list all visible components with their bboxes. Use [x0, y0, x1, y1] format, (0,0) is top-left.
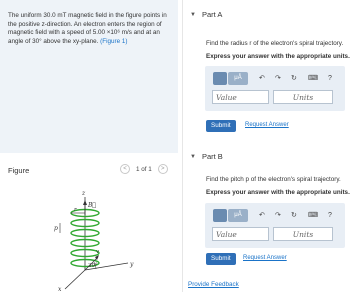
keyboard-icon[interactable]: ⌨ — [308, 212, 319, 219]
keyboard-icon[interactable]: ⌨ — [308, 75, 319, 82]
part-a-prompt: Find the radius r of the electron's spiral trajectory. — [206, 40, 344, 47]
help-icon[interactable]: ? — [328, 212, 332, 219]
redo-icon[interactable]: ↷ — [275, 75, 281, 82]
reset-icon[interactable]: ↻ — [291, 212, 297, 219]
figure-pager — [120, 164, 168, 174]
part-b-submit-button[interactable]: Submit — [206, 253, 236, 265]
part-b-units-input[interactable]: Units — [273, 227, 333, 241]
reset-icon[interactable]: ↻ — [291, 75, 297, 82]
part-a-request-answer-link[interactable]: Request Answer — [245, 122, 289, 128]
provide-feedback-link[interactable]: Provide Feedback — [188, 281, 239, 288]
part-b-answer-panel — [205, 203, 345, 248]
part-a-prompt-block — [206, 36, 350, 60]
part-b-prompt-block — [206, 172, 350, 196]
template-icon[interactable] — [213, 72, 227, 85]
x-label: x — [58, 286, 62, 292]
part-b — [190, 152, 223, 161]
figure-count: 1 of 1 — [136, 165, 152, 173]
y-label: y — [130, 261, 134, 268]
part-b-prompt: Find the pitch p of the electron's spiral trajectory. — [206, 176, 341, 183]
part-b-title: Part B — [201, 152, 223, 161]
r-label: r — [74, 207, 77, 213]
helix-figure — [30, 185, 140, 292]
part-b-header[interactable] — [190, 152, 223, 161]
v-label: v — [96, 249, 100, 255]
redo-icon[interactable]: ↷ — [275, 212, 281, 219]
units-toolbar-button[interactable]: μÅ — [228, 209, 248, 222]
part-a-answer-panel — [205, 66, 345, 111]
part-a-title: Part A — [201, 10, 223, 19]
part-a-value-input[interactable]: Value — [212, 90, 269, 104]
part-b-request-answer-link[interactable]: Request Answer — [243, 255, 287, 261]
units-toolbar-button[interactable]: μÅ — [228, 72, 248, 85]
part-b-instruction: Express your answer with the appropriate units. — [206, 189, 350, 196]
undo-icon[interactable]: ↶ — [259, 212, 265, 219]
help-icon[interactable]: ? — [328, 75, 332, 82]
next-figure-button[interactable]: > — [158, 164, 168, 174]
z-label: z — [82, 190, 86, 197]
b-label: B⃗ — [88, 202, 97, 209]
part-a — [190, 10, 222, 19]
figure-link[interactable]: (Figure 1) — [100, 37, 128, 45]
part-a-submit-button[interactable]: Submit — [206, 120, 236, 132]
problem-text: The uniform 30.0 mT magnetic field in the figure points in the positive z-direction. An electron enters the region of magnetic field with a speed of 5.00 ×10⁶ m/s and at an angle of 30° above the xy-plane. — [8, 12, 167, 45]
problem-statement — [0, 0, 178, 153]
figure-heading: Figure — [8, 166, 30, 175]
p-label: p — [54, 225, 58, 232]
column-divider — [182, 0, 183, 292]
part-a-units-input[interactable]: Units — [273, 90, 333, 104]
undo-icon[interactable]: ↶ — [259, 75, 265, 82]
x-axis — [65, 270, 85, 289]
collapse-caret-icon[interactable]: ▼ — [190, 153, 196, 160]
template-icon[interactable] — [213, 209, 227, 222]
prev-figure-button[interactable]: < — [120, 164, 130, 174]
part-b-value-input[interactable]: Value — [212, 227, 269, 241]
angle-label: 30° — [88, 263, 98, 269]
collapse-caret-icon[interactable]: ▼ — [190, 11, 196, 18]
part-a-instruction: Express your answer with the appropriate units. — [206, 53, 350, 60]
part-a-header[interactable] — [190, 10, 222, 19]
